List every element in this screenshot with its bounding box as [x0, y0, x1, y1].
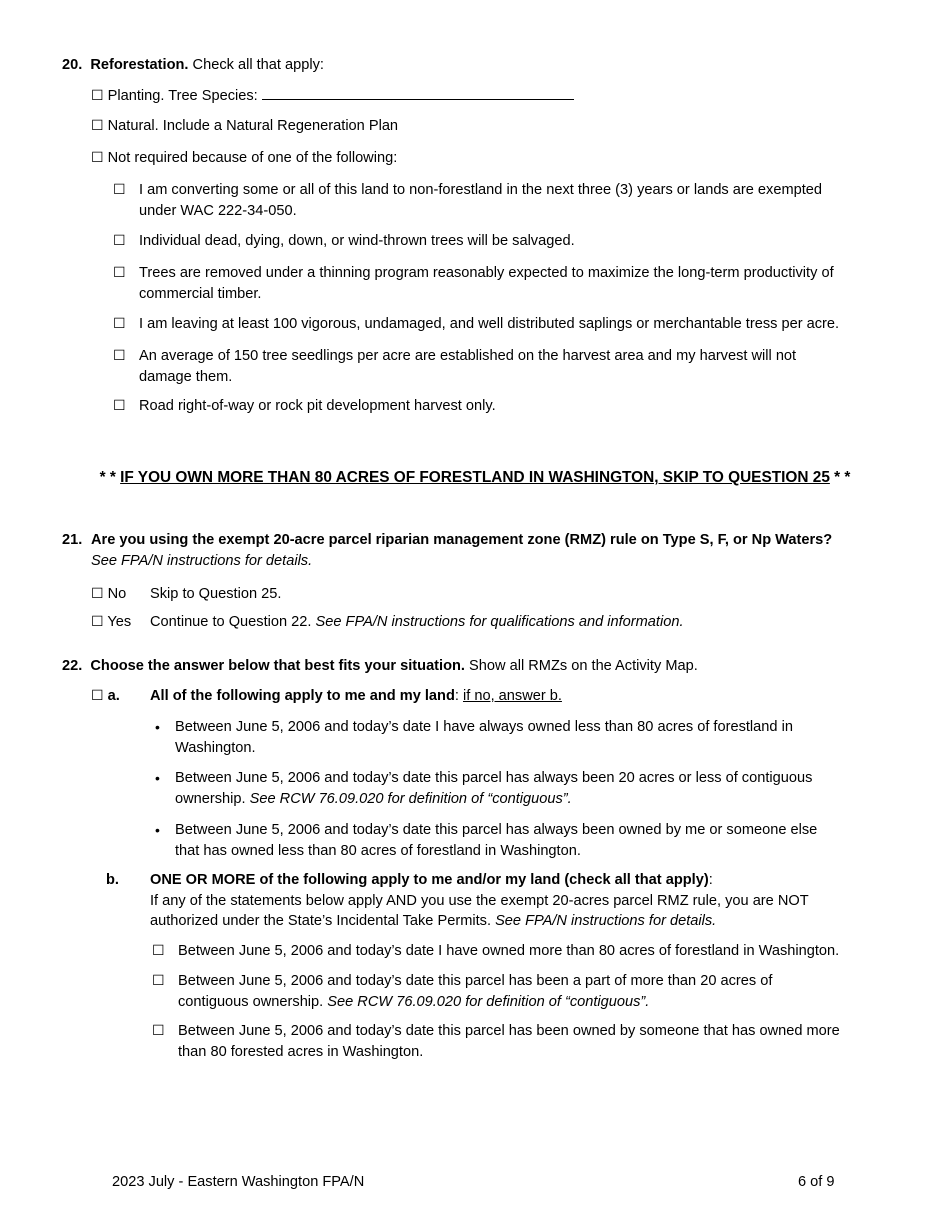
q20-option-planting	[91, 84, 574, 107]
no-label: No	[107, 586, 127, 602]
b-label: b.	[106, 872, 119, 888]
q20-number: 20.	[62, 57, 83, 73]
bullet-line: Between June 5, 2006 and today’s date I have always owned less than 80 acres of forestland in	[175, 719, 793, 735]
b-option-text: contiguous ownership.	[178, 993, 324, 1010]
b-desc-l2: authorized under the State’s Incidental Take Permits.	[150, 913, 491, 929]
sub-option-road: Road right-of-way or rock pit development harvest only.	[139, 398, 496, 414]
b-option-3	[178, 1021, 840, 1062]
sub-option-line: commercial timber.	[139, 285, 262, 302]
q22-instruction: Show all RMZs on the Activity Map.	[469, 658, 698, 674]
b-desc-l1: If any of the statements below apply AND you use the exempt 20-acres parcel RMZ rule, you are NOT	[150, 892, 809, 909]
footer-title: 2023 July - Eastern Washington FPA/N	[112, 1174, 365, 1190]
sub-option-seedlings	[139, 346, 796, 387]
q21-title: Are you using the exempt 20-acre parcel riparian management zone (RMZ) rule on Type S, F, or Np Waters?	[91, 532, 833, 548]
sub-option-line: I am converting some or all of this land to non-forestland in the next three (3) years or lands are exempted	[139, 182, 823, 198]
checkbox-b2[interactable]: ☐	[152, 973, 165, 989]
option-label: Planting. Tree Species:	[107, 88, 258, 104]
b-option-note: See RCW 76.09.020 for definition of “contiguous”.	[327, 993, 650, 1010]
a-label: a.	[107, 688, 120, 704]
q21-yes-text	[150, 612, 684, 633]
q22-heading	[62, 656, 698, 677]
notice-text: IF YOU OWN MORE THAN 80 ACRES OF FORESTLAND IN WASHINGTON, SKIP TO QUESTION 25	[120, 469, 830, 486]
checkbox-road[interactable]: ☐	[113, 398, 126, 414]
skip-notice	[0, 468, 950, 489]
sub-option-converting	[139, 180, 822, 221]
q22-title: Choose the answer below that best fits your situation.	[90, 658, 465, 674]
sub-option-line: Trees are removed under a thinning program reasonably expected to maximize the long-term productivity of	[139, 265, 834, 281]
b-desc-line2	[150, 911, 809, 932]
a-bullet-1	[175, 717, 793, 758]
q20-option-not-required	[91, 148, 397, 169]
notice-stars-left: * *	[99, 469, 116, 486]
checkbox-b1[interactable]: ☐	[152, 943, 165, 959]
notice-stars-right: * *	[834, 469, 851, 486]
a-title: All of the following apply to me and my land	[150, 688, 455, 704]
bullet-line	[175, 789, 812, 810]
a-bullet-2	[175, 768, 812, 809]
checkbox-natural[interactable]: ☐	[91, 118, 104, 134]
q20-heading	[62, 55, 324, 76]
bullet-note: See RCW 76.09.020 for definition of “contiguous”.	[249, 790, 572, 807]
q20-option-natural	[91, 116, 398, 137]
tree-species-field[interactable]	[262, 84, 574, 100]
b-colon: :	[708, 872, 713, 888]
yes-label: Yes	[107, 614, 132, 630]
sub-option-salvaged: Individual dead, dying, down, or wind-thrown trees will be salvaged.	[139, 233, 575, 249]
sub-option-thinning	[139, 263, 834, 304]
q21-note: See FPA/N instructions for details.	[91, 552, 313, 569]
q21-option-yes	[91, 612, 131, 633]
checkbox-b3[interactable]: ☐	[152, 1023, 165, 1039]
a-colon: :	[454, 688, 459, 704]
b-desc-note: See FPA/N instructions for details.	[495, 913, 717, 929]
checkbox-not-required[interactable]: ☐	[91, 150, 104, 166]
a-bullet-3	[175, 820, 817, 861]
q21-no-text: Skip to Question 25.	[150, 586, 282, 602]
footer-page-number: 6 of 9	[798, 1174, 835, 1190]
q22-b-heading	[150, 870, 809, 932]
bullet-3: •	[155, 822, 160, 838]
b-option-1: Between June 5, 2006 and today’s date I have owned more than 80 acres of forestland in Washington.	[178, 943, 840, 959]
sub-option-line: under WAC 222-34-050.	[139, 202, 297, 219]
bullet-text: ownership.	[175, 790, 246, 807]
bullet-line: Between June 5, 2006 and today’s date this parcel has always been owned by me or someone else	[175, 822, 818, 838]
b-title: ONE OR MORE of the following apply to me and/or my land (check all that apply)	[150, 872, 709, 888]
checkbox-planting[interactable]: ☐	[91, 88, 104, 104]
bullet-1: •	[155, 719, 160, 735]
q22-a-label	[91, 686, 120, 707]
sub-option-line: An average of 150 tree seedlings per acre are established on the harvest area and my harvest will not	[139, 348, 797, 364]
checkbox-yes[interactable]: ☐	[91, 614, 104, 630]
q21-option-no	[91, 584, 126, 605]
checkbox-saplings[interactable]: ☐	[113, 316, 126, 332]
b-title-line	[150, 870, 809, 891]
bullet-2: •	[155, 770, 160, 786]
checkbox-thinning[interactable]: ☐	[113, 265, 126, 281]
q20-title: Reforestation.	[90, 57, 189, 73]
option-label: Not required because of one of the following:	[107, 150, 398, 166]
checkbox-seedlings[interactable]: ☐	[113, 348, 126, 364]
bullet-line: that has owned less than 80 acres of forestland in Washington.	[175, 842, 581, 859]
bullet-line: Between June 5, 2006 and today’s date this parcel has always been 20 acres or less of contiguous	[175, 770, 813, 786]
option-label: Natural. Include a Natural Regeneration Plan	[107, 118, 399, 134]
bullet-line: Washington.	[175, 739, 256, 756]
yes-text: Continue to Question 22.	[150, 614, 312, 630]
checkbox-no[interactable]: ☐	[91, 586, 104, 602]
q22-a-heading	[150, 686, 562, 707]
yes-note: See FPA/N instructions for qualifications and information.	[315, 614, 684, 630]
sub-option-line: damage them.	[139, 368, 233, 385]
q22-number: 22.	[62, 658, 83, 674]
q21-heading	[91, 530, 832, 571]
a-hint: if no, answer b.	[462, 688, 562, 704]
b-option-2	[178, 971, 772, 1012]
b-option-line	[178, 992, 772, 1013]
sub-option-saplings: I am leaving at least 100 vigorous, undamaged, and well distributed saplings or merchantable tress per acre.	[139, 316, 840, 332]
b-option-line: than 80 forested acres in Washington.	[178, 1043, 424, 1060]
b-option-line: Between June 5, 2006 and today’s date this parcel has been owned by someone that has owned more	[178, 1023, 840, 1039]
checkbox-salvaged[interactable]: ☐	[113, 233, 126, 249]
b-option-line: Between June 5, 2006 and today’s date this parcel has been a part of more than 20 acres of	[178, 973, 773, 989]
q20-instruction: Check all that apply:	[192, 57, 324, 73]
q21-number: 21.	[62, 532, 83, 548]
checkbox-a[interactable]: ☐	[91, 688, 104, 704]
checkbox-converting[interactable]: ☐	[113, 182, 126, 198]
